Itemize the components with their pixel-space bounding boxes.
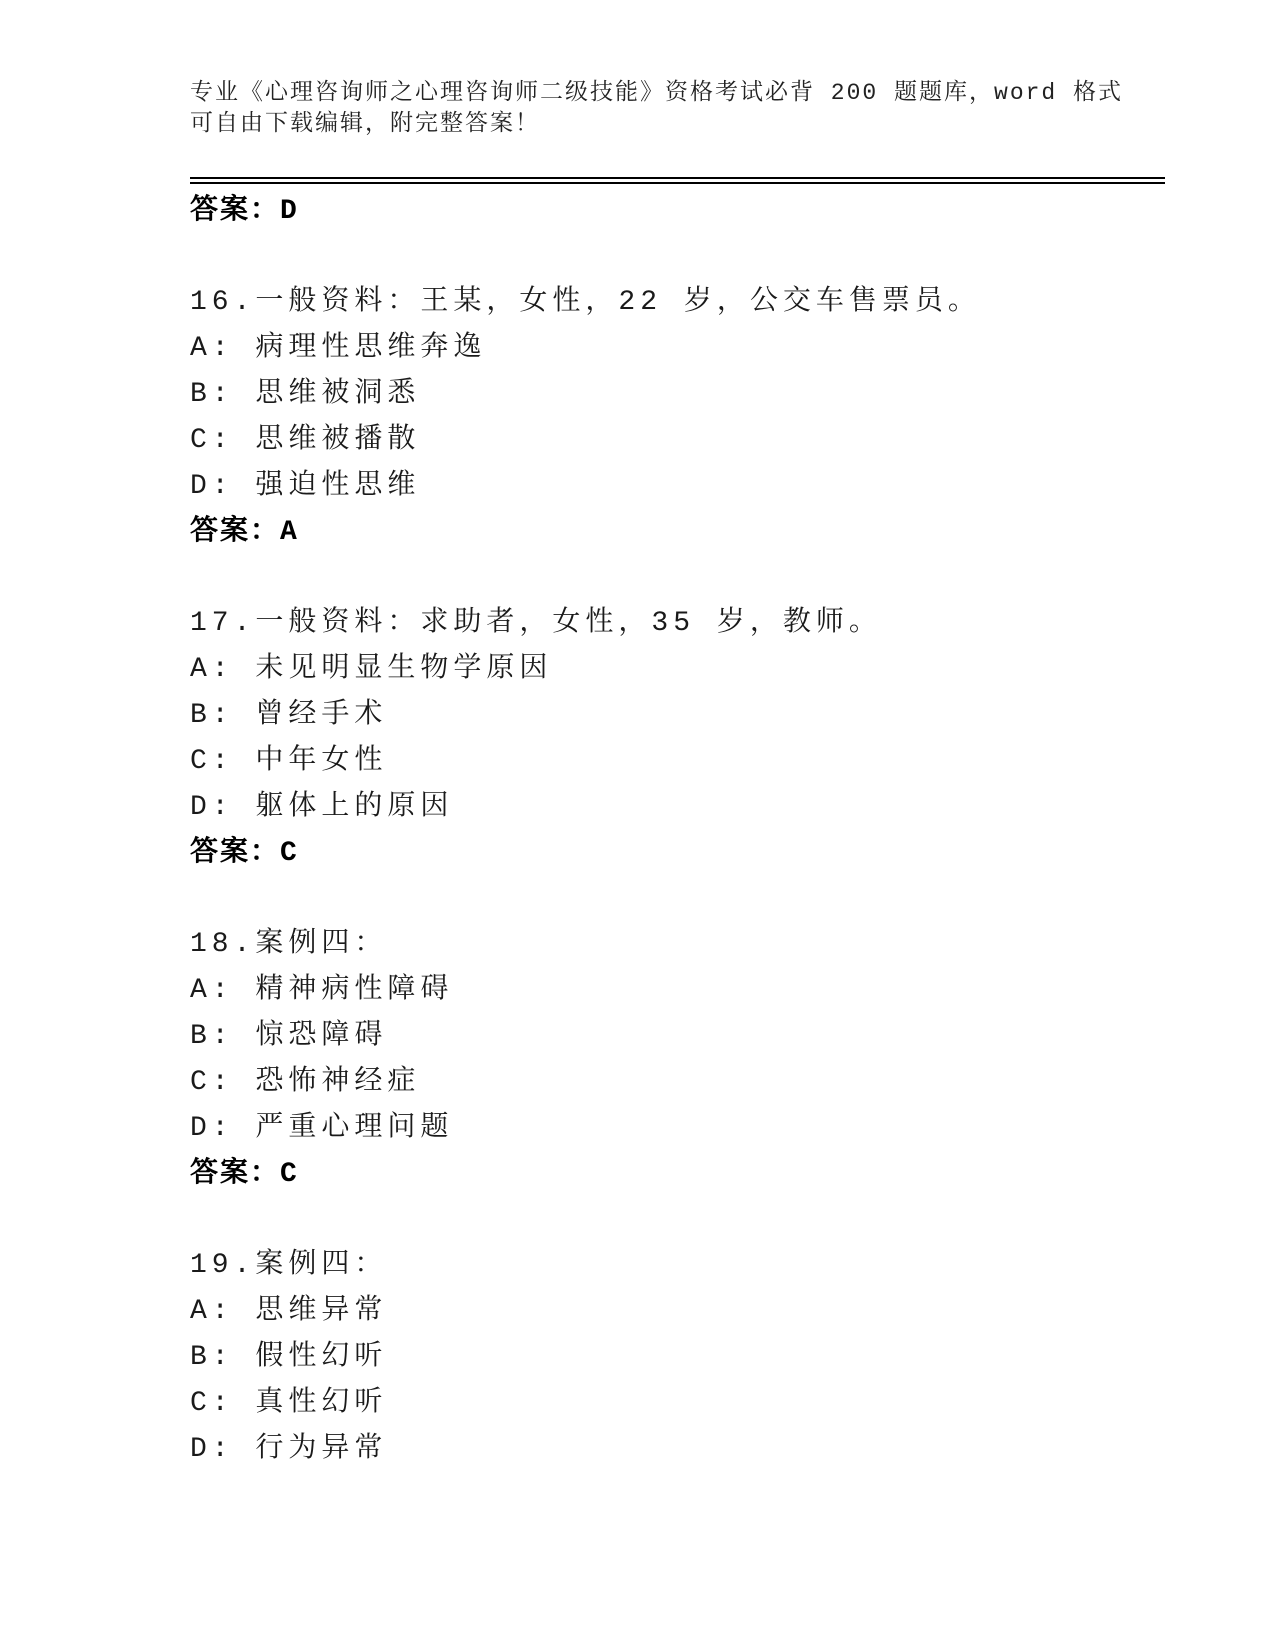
question-block-17 bbox=[190, 601, 1165, 877]
document-header bbox=[190, 0, 1165, 140]
option-b: B: 假性幻听 bbox=[190, 1342, 388, 1373]
option-c: C: 中年女性 bbox=[190, 746, 388, 777]
header-line-2: 可自由下载编辑，附完整答案！ bbox=[190, 111, 540, 137]
question-block-19 bbox=[190, 1243, 1165, 1473]
option-d: D: 严重心理问题 bbox=[190, 1113, 454, 1144]
leading-answer-line: 答案：D bbox=[190, 196, 299, 227]
option-d: D: 行为异常 bbox=[190, 1434, 388, 1465]
answer-line: 答案：A bbox=[190, 517, 299, 548]
question-block-18 bbox=[190, 922, 1165, 1198]
question-stem: 16.一般资料：王某，女性，22 岁，公交车售票员。 bbox=[190, 287, 981, 318]
option-b: B: 惊恐障碍 bbox=[190, 1021, 388, 1052]
option-c: C: 思维被播散 bbox=[190, 425, 421, 456]
document-content bbox=[190, 0, 1165, 1473]
option-a: A: 未见明显生物学原因 bbox=[190, 654, 553, 685]
header-divider-rule bbox=[190, 177, 1165, 184]
question-stem: 19.案例四： bbox=[190, 1250, 388, 1281]
option-d: D: 躯体上的原因 bbox=[190, 792, 454, 823]
option-a: A: 病理性思维奔逸 bbox=[190, 333, 487, 364]
option-a: A: 精神病性障碍 bbox=[190, 975, 454, 1006]
question-stem: 18.案例四： bbox=[190, 929, 388, 960]
answer-line: 答案：C bbox=[190, 838, 299, 869]
question-block-16 bbox=[190, 280, 1165, 556]
option-c: C: 恐怖神经症 bbox=[190, 1067, 421, 1098]
header-line-1: 专业《心理咨询师之心理咨询师二级技能》资格考试必背 200 题题库，word 格式 bbox=[190, 80, 1124, 106]
option-c: C: 真性幻听 bbox=[190, 1388, 388, 1419]
question-stem: 17.一般资料：求助者，女性，35 岁，教师。 bbox=[190, 608, 882, 639]
answer-line: 答案：C bbox=[190, 1159, 299, 1190]
option-d: D: 强迫性思维 bbox=[190, 471, 421, 502]
option-b: B: 曾经手术 bbox=[190, 700, 388, 731]
option-b: B: 思维被洞悉 bbox=[190, 379, 421, 410]
option-a: A: 思维异常 bbox=[190, 1296, 388, 1327]
